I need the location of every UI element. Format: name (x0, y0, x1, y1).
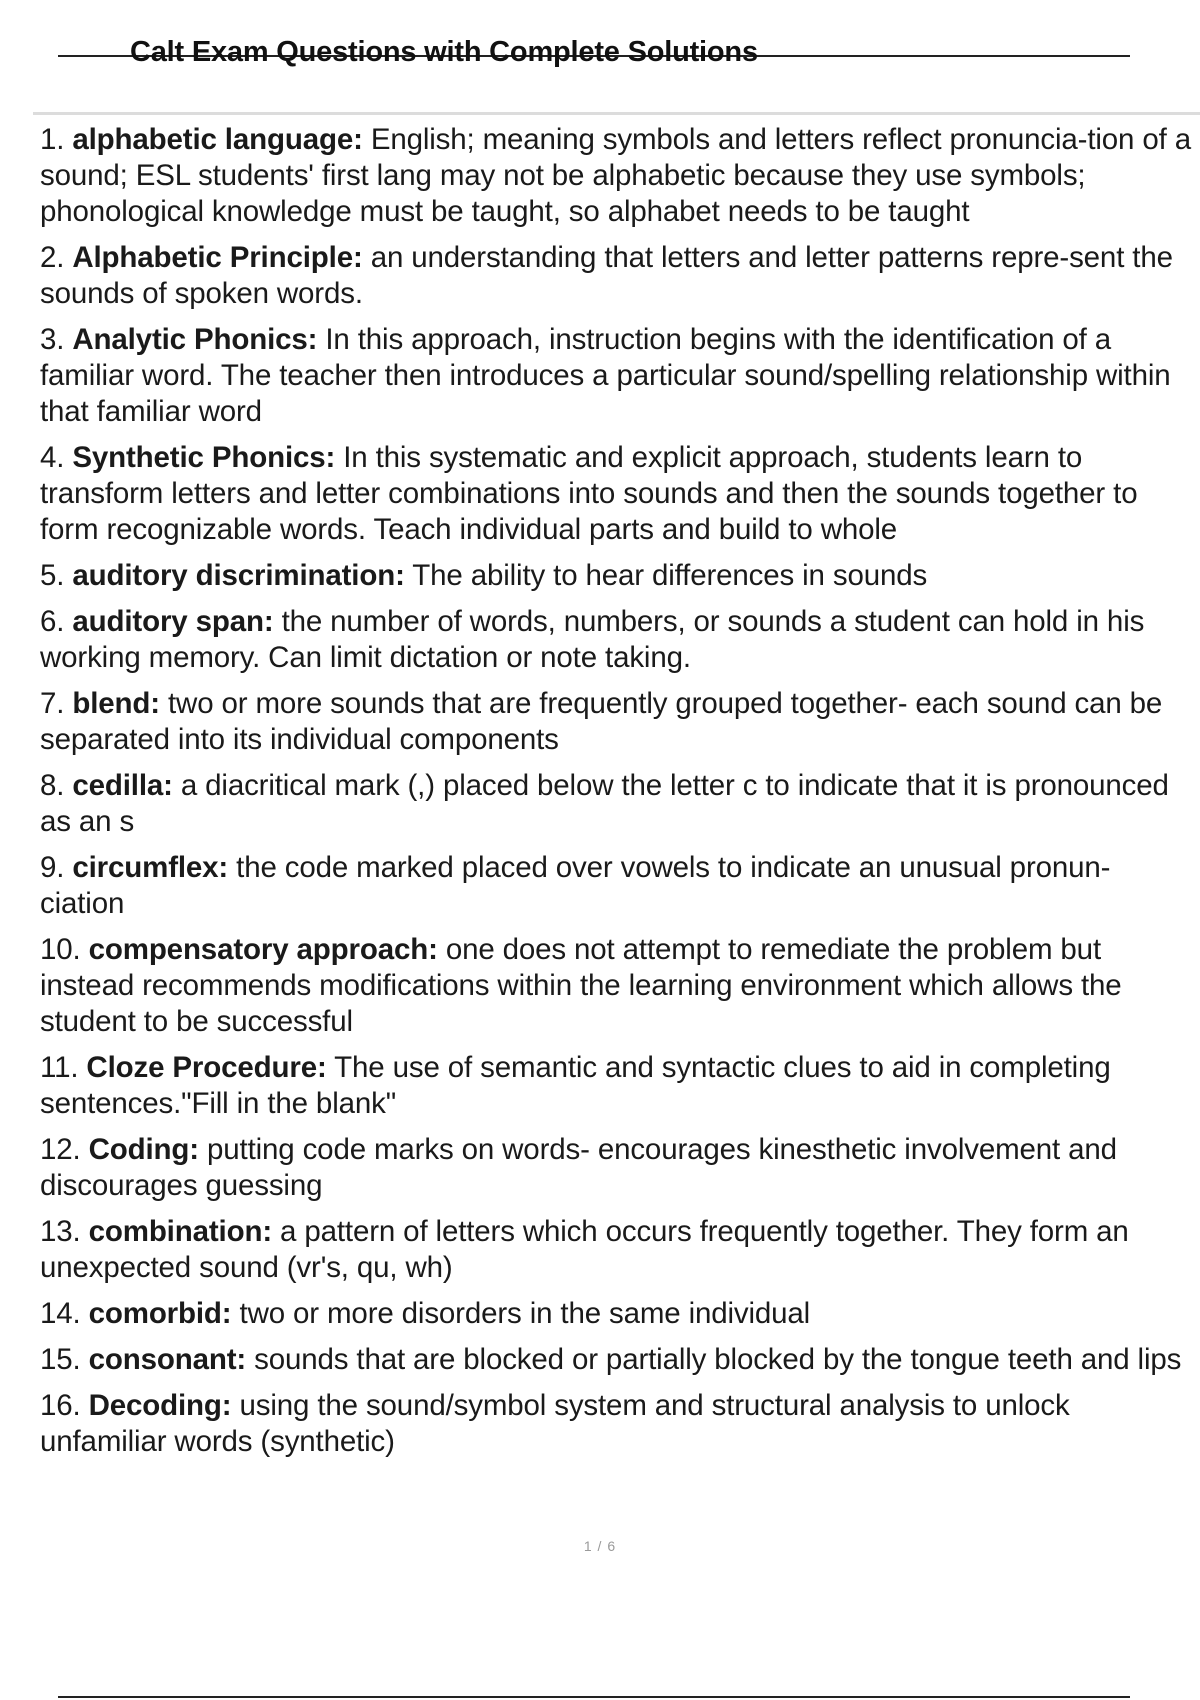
item-definition: English; meaning symbols and letters reflect pronuncia-tion of a sound; ESL students' first lang may not be alphabetic because they use symbols; phonological knowledge must be taught, so alphabet needs to be taught (40, 123, 1191, 228)
list-item (40, 122, 1192, 230)
item-term: auditory span: (72, 605, 274, 638)
item-number: 9. (40, 851, 65, 884)
item-number: 15. (40, 1343, 81, 1376)
page-number: 1 / 6 (583, 1538, 617, 1554)
item-term: cedilla: (72, 769, 173, 802)
item-term: Decoding: (88, 1389, 232, 1422)
header-divider (33, 112, 1200, 115)
item-number: 3. (40, 323, 65, 356)
list-item (40, 604, 1192, 676)
item-definition: In this approach, instruction begins with the identification of a familiar word. The teacher then introduces a particular sound/spelling relationship within that familiar word (40, 323, 1171, 428)
item-term: consonant: (88, 1343, 247, 1376)
item-term: Analytic Phonics: (72, 323, 318, 356)
item-definition: an understanding that letters and letter patterns repre-sent the sounds of spoken words. (40, 241, 1173, 310)
item-definition: a diacritical mark (,) placed below the letter c to indicate that it is pronounced as an s (40, 769, 1169, 838)
item-term: Coding: (88, 1133, 199, 1166)
bottom-rule (58, 1696, 1130, 1698)
list-item (40, 1214, 1192, 1286)
item-number: 16. (40, 1389, 81, 1422)
item-term: blend: (72, 687, 160, 720)
item-term: alphabetic language: (72, 123, 363, 156)
page-title: Calt Exam Questions with Complete Solutions (130, 36, 758, 68)
item-definition: putting code marks on words- encourages kinesthetic involvement and discourages guessing (40, 1133, 1117, 1202)
list-item (40, 932, 1192, 1040)
item-definition: one does not attempt to remediate the problem but instead recommends modifications within the learning environment which allows the student to be successful (40, 933, 1122, 1038)
list-item (40, 440, 1192, 548)
list-item (40, 1132, 1192, 1204)
item-number: 13. (40, 1215, 81, 1248)
item-definition: using the sound/symbol system and structural analysis to unlock unfamiliar words (synthetic) (40, 1389, 1070, 1458)
item-number: 2. (40, 241, 65, 274)
item-definition: two or more disorders in the same individual (239, 1297, 811, 1330)
list-item (40, 686, 1192, 758)
item-number: 4. (40, 441, 65, 474)
item-term: comorbid: (88, 1297, 232, 1330)
list-item (40, 558, 1192, 594)
list-item (40, 768, 1192, 840)
list-item (40, 322, 1192, 430)
item-number: 1. (40, 123, 65, 156)
item-definition: In this systematic and explicit approach, students learn to transform letters and letter combinations into sounds and then the sounds together to form recognizable words. Teach individual parts and build to whole (40, 441, 1138, 546)
list-item (40, 1296, 1192, 1332)
item-definition: a pattern of letters which occurs frequently together. They form an unexpected sound (vr's, qu, wh) (40, 1215, 1129, 1284)
item-number: 7. (40, 687, 65, 720)
item-definition: The use of semantic and syntactic clues to aid in completing sentences."Fill in the blank" (40, 1051, 1111, 1120)
item-number: 5. (40, 559, 65, 592)
page-header (58, 30, 1130, 74)
item-term: compensatory approach: (88, 933, 438, 966)
item-term: auditory discrimination: (72, 559, 405, 592)
item-definition: the code marked placed over vowels to indicate an unusual pronun-ciation (40, 851, 1111, 920)
item-definition: two or more sounds that are frequently grouped together- each sound can be separated into its individual components (40, 687, 1163, 756)
list-item (40, 1050, 1192, 1122)
item-definition: the number of words, numbers, or sounds a student can hold in his working memory. Can limit dictation or note taking. (40, 605, 1145, 674)
item-term: Alphabetic Principle: (72, 241, 363, 274)
item-number: 8. (40, 769, 65, 802)
item-number: 14. (40, 1297, 81, 1330)
item-number: 10. (40, 933, 81, 966)
item-term: combination: (88, 1215, 272, 1248)
list-item (40, 850, 1192, 922)
item-number: 6. (40, 605, 65, 638)
list-item (40, 1388, 1192, 1460)
list-item (40, 240, 1192, 312)
item-term: Synthetic Phonics: (72, 441, 336, 474)
item-definition: sounds that are blocked or partially blocked by the tongue teeth and lips (254, 1343, 1182, 1376)
item-definition: The ability to hear differences in sounds (412, 559, 928, 592)
item-term: circumflex: (72, 851, 229, 884)
list-item (40, 1342, 1192, 1378)
definition-list (40, 122, 1192, 1470)
item-number: 11. (40, 1051, 79, 1084)
item-term: Cloze Procedure: (86, 1051, 327, 1084)
item-number: 12. (40, 1133, 81, 1166)
